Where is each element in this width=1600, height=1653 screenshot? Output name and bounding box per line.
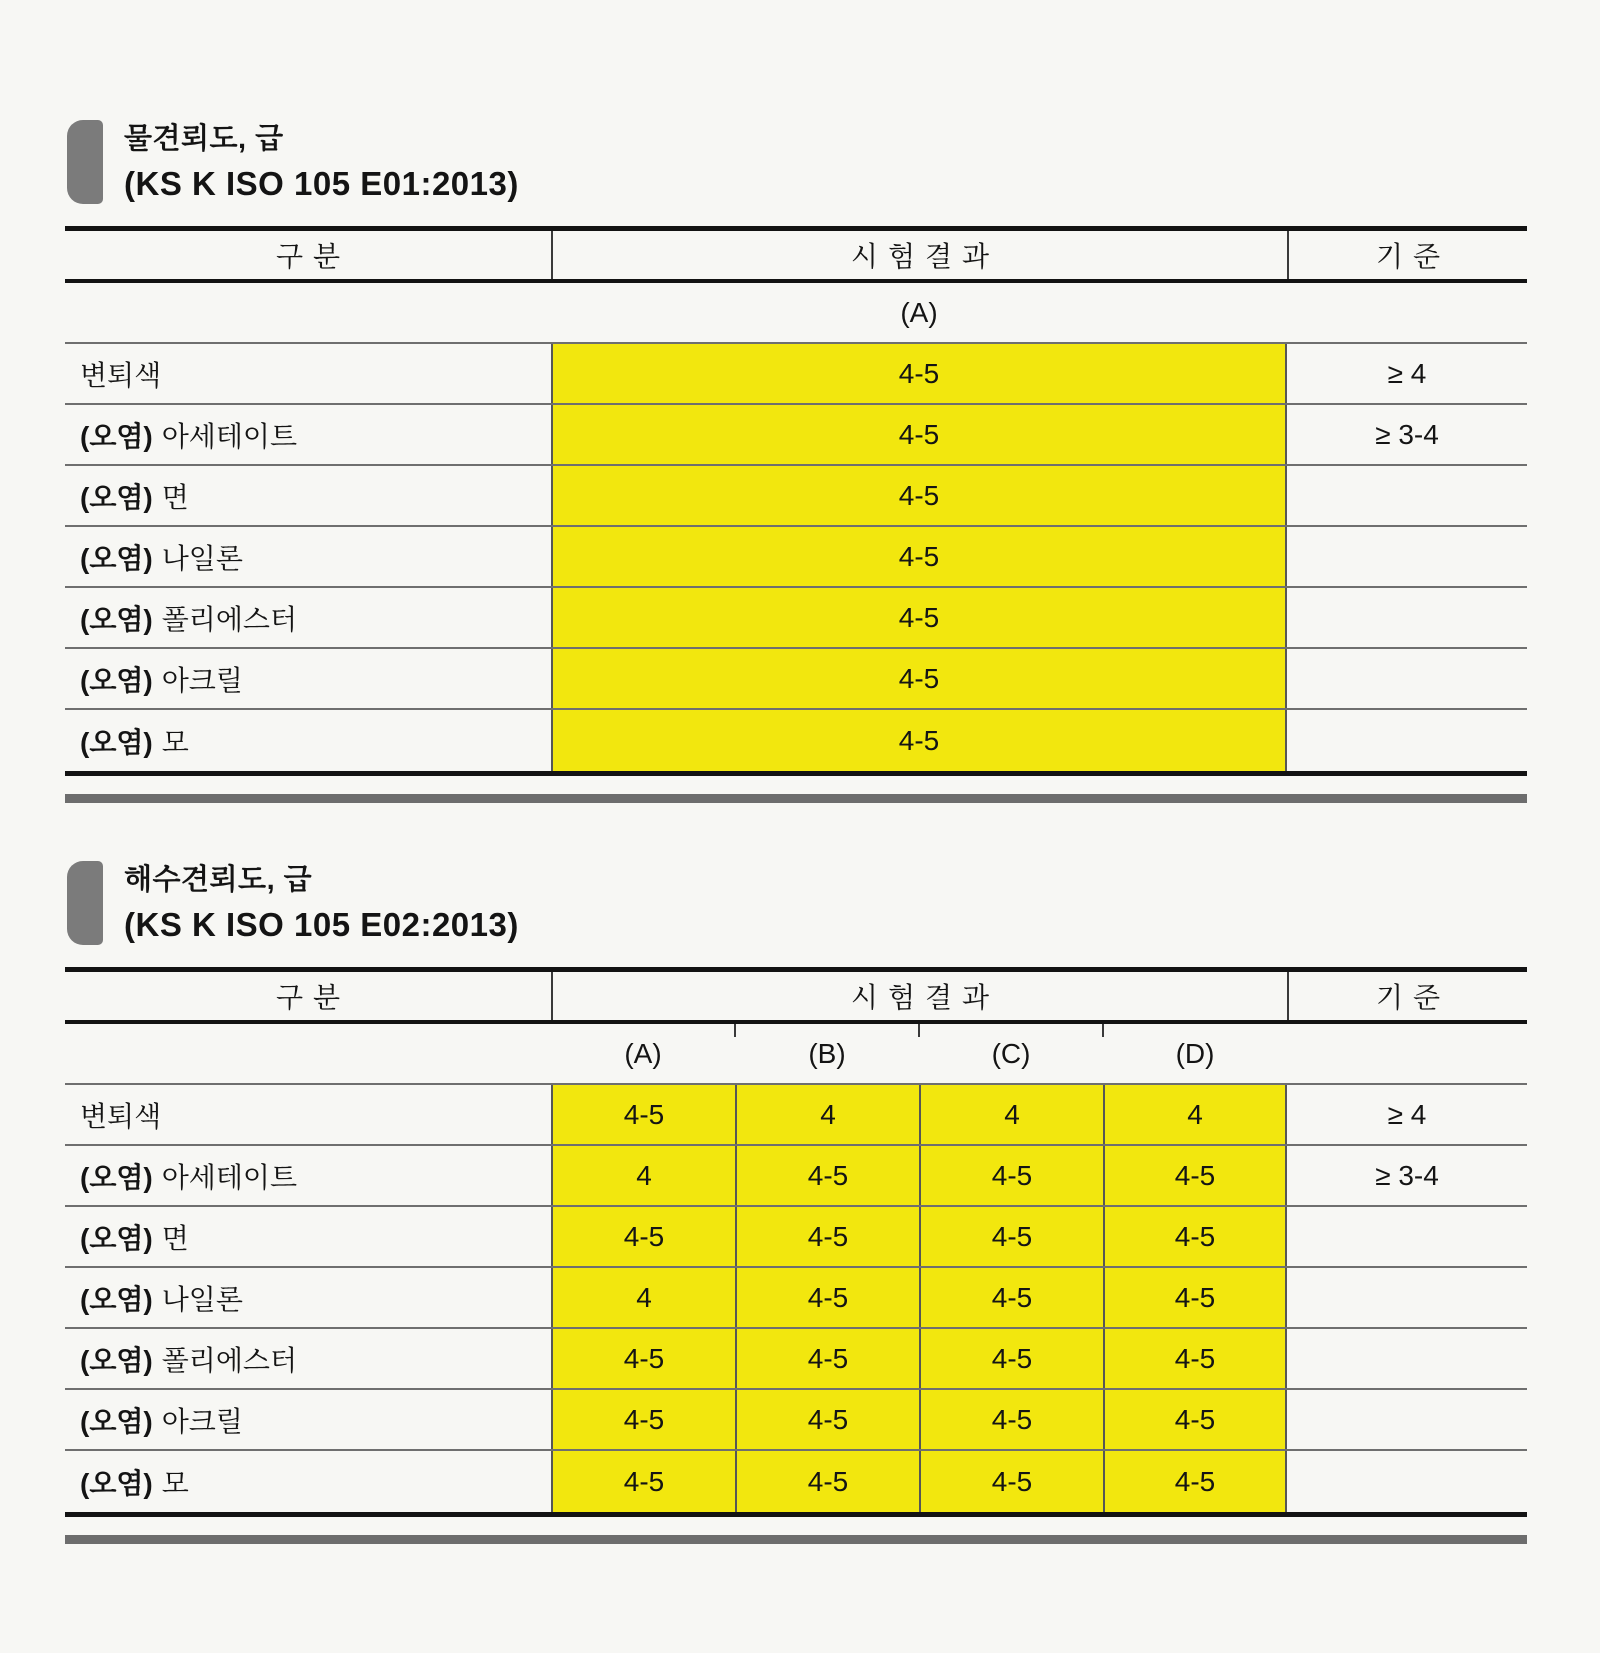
- row-name: 폴리에스터: [161, 603, 297, 635]
- result-cell-b: 4-5: [735, 1268, 919, 1327]
- result-cell-a: 4-5: [551, 1390, 735, 1449]
- column-tick: [734, 1024, 736, 1037]
- standard-cell: ≥ 3-4: [1375, 1159, 1439, 1191]
- row-label: [65, 1085, 551, 1144]
- result-cell-d: 4-5: [1103, 1390, 1287, 1449]
- standard-cell: [1287, 649, 1527, 708]
- result-cell-c: 4-5: [919, 1268, 1103, 1327]
- table-row: [65, 1390, 1527, 1451]
- section-standard-ref: (KS K ISO 105 E01:2013): [124, 164, 519, 202]
- result-cell-c: 4-5: [919, 1390, 1103, 1449]
- section-marker: [67, 120, 103, 204]
- result-cell-a: 4-5: [551, 1329, 735, 1388]
- row-name: 모: [161, 726, 189, 758]
- standard-cell: [1287, 1390, 1527, 1449]
- standard-cell: ≥ 4: [1387, 357, 1427, 389]
- row-name: 변퇴색: [80, 1100, 162, 1132]
- table-subheader-row: [65, 1024, 1527, 1085]
- row-name: 면: [161, 481, 189, 513]
- result-cell-a: 4-5: [551, 1085, 735, 1144]
- stain-prefix: (오염): [80, 1344, 153, 1376]
- subheader-spacer: [65, 283, 551, 342]
- result-cell-d: 4-5: [1103, 1329, 1287, 1388]
- section-header: [67, 861, 1527, 945]
- row-name: 아세테이트: [161, 1161, 297, 1193]
- row-label: [65, 466, 551, 525]
- result-cell-a: 4-5: [551, 1451, 735, 1512]
- table-row: [65, 1268, 1527, 1329]
- stain-prefix: (오염): [80, 1161, 153, 1193]
- result-cell-a: 4: [551, 1146, 735, 1205]
- table-row: [65, 344, 1527, 405]
- table-row: [65, 405, 1527, 466]
- column-tick: [918, 1024, 920, 1037]
- result-cell-c: 4-5: [919, 1451, 1103, 1512]
- header-category: 구분: [275, 982, 351, 1013]
- row-label: [65, 710, 551, 771]
- table-row: [65, 1207, 1527, 1268]
- result-cell-c: 4-5: [919, 1146, 1103, 1205]
- result-cell: 4-5: [551, 649, 1287, 708]
- standard-cell: [1287, 466, 1527, 525]
- result-cell-b: 4-5: [735, 1207, 919, 1266]
- row-label: [65, 1207, 551, 1266]
- table-row: [65, 588, 1527, 649]
- result-cell-d: 4-5: [1103, 1268, 1287, 1327]
- result-cell: 4-5: [551, 466, 1287, 525]
- standard-cell: [1287, 1268, 1527, 1327]
- table-row: [65, 649, 1527, 710]
- row-label: [65, 1268, 551, 1327]
- section-marker: [67, 861, 103, 945]
- subheader-specimen-a: (A): [624, 1037, 662, 1069]
- row-name: 변퇴색: [80, 359, 162, 391]
- stain-prefix: (오염): [80, 1405, 153, 1437]
- table-row: [65, 1085, 1527, 1146]
- row-name: 나일론: [161, 542, 243, 574]
- row-name: 면: [161, 1222, 189, 1254]
- result-cell-b: 4-5: [735, 1451, 919, 1512]
- header-standard: 기준: [1287, 972, 1527, 1020]
- stain-prefix: (오염): [80, 1467, 153, 1499]
- row-label: [65, 405, 551, 464]
- standard-cell: [1287, 588, 1527, 647]
- stain-prefix: (오염): [80, 420, 153, 452]
- result-cell-b: 4-5: [735, 1146, 919, 1205]
- result-cell-d: 4-5: [1103, 1207, 1287, 1266]
- section-end-bar: [65, 794, 1527, 803]
- section-titles: [124, 120, 519, 203]
- stain-prefix: (오염): [80, 1222, 153, 1254]
- result-cell: 4-5: [551, 344, 1287, 403]
- subheader-spacer: [65, 1024, 551, 1083]
- subheader-specimen-a: (A): [900, 296, 938, 328]
- header-category: 구분: [275, 241, 351, 272]
- row-name: 아세테이트: [161, 420, 297, 452]
- subheader-spacer: [1287, 283, 1527, 342]
- section-titles: [124, 861, 519, 944]
- row-label: [65, 527, 551, 586]
- row-label: [65, 588, 551, 647]
- result-cell-d: 4-5: [1103, 1451, 1287, 1512]
- result-cell-c: 4-5: [919, 1329, 1103, 1388]
- table-header-row: [65, 231, 1527, 283]
- section-title: 해수견뢰도, 급: [124, 864, 313, 896]
- stain-prefix: (오염): [80, 603, 153, 635]
- table-row: [65, 710, 1527, 771]
- stain-prefix: (오염): [80, 542, 153, 574]
- section-header: [67, 120, 1527, 204]
- table-row: [65, 527, 1527, 588]
- row-label: [65, 1329, 551, 1388]
- standard-cell: ≥ 4: [1387, 1098, 1427, 1130]
- subheader-specimen-b: (B): [808, 1037, 846, 1069]
- section-standard-ref: (KS K ISO 105 E02:2013): [124, 905, 519, 943]
- stain-prefix: (오염): [80, 664, 153, 696]
- seawater-fastness-table: [65, 967, 1527, 1517]
- standard-cell: [1287, 710, 1527, 771]
- result-cell-c: 4: [919, 1085, 1103, 1144]
- row-name: 아크릴: [161, 664, 243, 696]
- row-label: [65, 1451, 551, 1512]
- result-cell-a: 4-5: [551, 1207, 735, 1266]
- standard-cell: [1287, 1207, 1527, 1266]
- result-cell: 4-5: [551, 588, 1287, 647]
- row-name: 아크릴: [161, 1405, 243, 1437]
- result-cell-d: 4-5: [1103, 1146, 1287, 1205]
- subheader-specimen-d: (D): [1175, 1037, 1215, 1069]
- standard-cell: [1287, 527, 1527, 586]
- table-row: [65, 1451, 1527, 1512]
- water-fastness-table: [65, 226, 1527, 776]
- subheader-specimen-c: (C): [991, 1037, 1031, 1069]
- header-standard: 기준: [1287, 231, 1527, 279]
- table-header-row: [65, 972, 1527, 1024]
- result-cell-b: 4-5: [735, 1390, 919, 1449]
- row-name: 폴리에스터: [161, 1344, 297, 1376]
- standard-cell: [1287, 1451, 1527, 1512]
- row-label: [65, 1390, 551, 1449]
- table-row: [65, 1146, 1527, 1207]
- column-tick: [1102, 1024, 1104, 1037]
- row-name: 나일론: [161, 1283, 243, 1315]
- row-label: [65, 1146, 551, 1205]
- header-result: 시험결과: [551, 972, 1287, 1020]
- standard-cell: ≥ 3-4: [1375, 418, 1439, 450]
- row-name: 모: [161, 1467, 189, 1499]
- result-cell-c: 4-5: [919, 1207, 1103, 1266]
- table-subheader-row: [65, 283, 1527, 344]
- table-row: [65, 1329, 1527, 1390]
- subheader-spacer: [1287, 1024, 1527, 1083]
- result-cell-d: 4: [1103, 1085, 1287, 1144]
- row-label: [65, 344, 551, 403]
- header-result: 시험결과: [551, 231, 1287, 279]
- table-row: [65, 466, 1527, 527]
- row-label: [65, 649, 551, 708]
- stain-prefix: (오염): [80, 726, 153, 758]
- section-title: 물견뢰도, 급: [124, 123, 284, 155]
- result-cell: 4-5: [551, 527, 1287, 586]
- result-cell-b: 4-5: [735, 1329, 919, 1388]
- section-seawater-fastness: [65, 861, 1527, 1544]
- result-cell: 4-5: [551, 405, 1287, 464]
- result-cell-b: 4: [735, 1085, 919, 1144]
- stain-prefix: (오염): [80, 1283, 153, 1315]
- section-end-bar: [65, 1535, 1527, 1544]
- standard-cell: [1287, 1329, 1527, 1388]
- result-cell-a: 4: [551, 1268, 735, 1327]
- result-cell: 4-5: [551, 710, 1287, 771]
- stain-prefix: (오염): [80, 481, 153, 513]
- section-water-fastness: [65, 120, 1527, 803]
